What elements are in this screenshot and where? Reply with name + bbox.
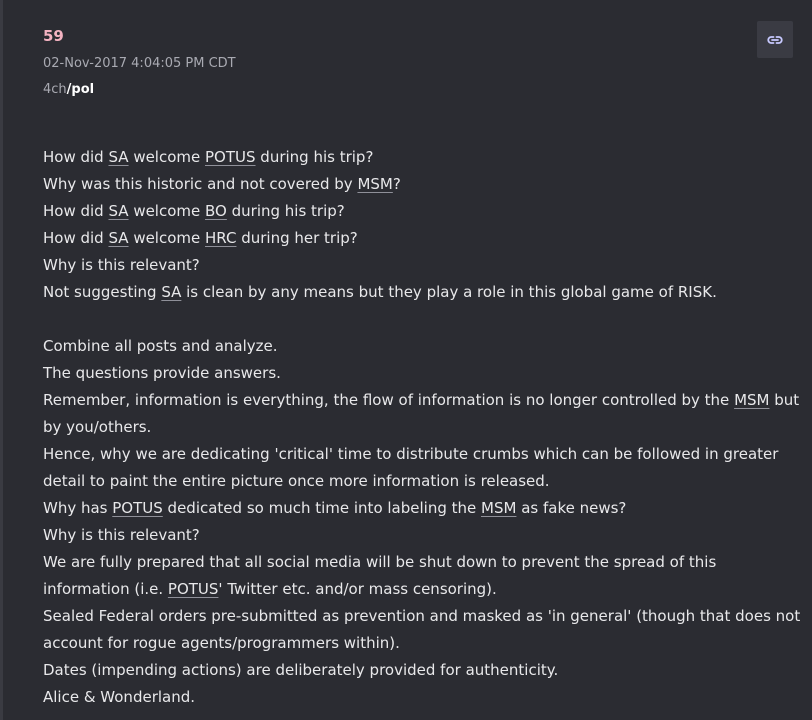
body-text: Why is this relevant? xyxy=(43,526,200,544)
body-text: welcome xyxy=(128,202,206,220)
post-body-line xyxy=(43,495,803,522)
body-text: ' Twitter etc. and/or mass censoring). xyxy=(218,580,497,598)
post-body-line xyxy=(43,279,803,306)
body-text: is clean by any means but they play a role in this global game of RISK. xyxy=(181,283,717,301)
post-body-line xyxy=(43,441,803,495)
body-text: Hence, why we are dedicating 'critical' time to distribute crumbs which can be followed in greater detail to paint the entire picture once more information is released. xyxy=(43,445,784,490)
body-text: welcome xyxy=(128,148,206,166)
abbreviation[interactable]: MSM xyxy=(734,391,770,409)
body-text: The questions provide answers. xyxy=(43,364,281,382)
post-body-line xyxy=(43,549,803,603)
body-text: Combine all posts and analyze. xyxy=(43,337,278,355)
body-text: ? xyxy=(392,175,401,193)
post-body-line xyxy=(43,387,803,441)
body-text: but by you/others. xyxy=(43,391,804,436)
body-text: We are fully prepared that all social media will be shut down to prevent the spread of this information (i.e. xyxy=(43,553,722,598)
post-timestamp: 02-Nov-2017 4:04:05 PM CDT xyxy=(43,56,236,71)
body-text: during his trip? xyxy=(226,202,345,220)
abbreviation[interactable]: POTUS xyxy=(205,148,256,166)
post-body-line xyxy=(43,171,803,198)
body-text: How did xyxy=(43,229,109,247)
body-text: during his trip? xyxy=(255,148,374,166)
abbreviation[interactable]: SA xyxy=(108,202,129,220)
body-text: welcome xyxy=(128,229,206,247)
post-source xyxy=(43,81,94,99)
abbreviation[interactable]: HRC xyxy=(205,229,237,247)
abbreviation[interactable]: BO xyxy=(205,202,227,220)
post-body-line xyxy=(43,603,803,657)
body-text: How did xyxy=(43,202,109,220)
post-body xyxy=(43,144,803,711)
body-text: dedicated so much time into labeling the xyxy=(162,499,482,517)
body-text: Why is this relevant? xyxy=(43,256,200,274)
body-text: How did xyxy=(43,148,109,166)
abbreviation[interactable]: SA xyxy=(108,148,129,166)
abbreviation[interactable]: POTUS xyxy=(167,580,219,598)
link-icon xyxy=(766,31,784,49)
body-text: Remember, information is everything, the flow of information is no longer controlled by the xyxy=(43,391,735,409)
body-text: during her trip? xyxy=(236,229,358,247)
source-site: 4ch xyxy=(43,82,67,97)
body-text: Dates (impending actions) are deliberately provided for authenticity. xyxy=(43,661,559,679)
abbreviation[interactable]: MSM xyxy=(481,499,517,517)
abbreviation[interactable]: SA xyxy=(108,229,129,247)
post-body-line xyxy=(43,144,803,171)
post-body-line xyxy=(43,198,803,225)
body-text: Alice & Wonderland. xyxy=(43,688,196,706)
post-body-line xyxy=(43,522,803,549)
body-text: Sealed Federal orders pre-submitted as prevention and masked as 'in general' (though that does not account for rogue agents/programmers within). xyxy=(43,607,805,652)
permalink-button[interactable] xyxy=(757,21,793,58)
body-text: Not suggesting xyxy=(43,283,162,301)
post-number[interactable]: 59 xyxy=(43,27,64,45)
body-text: as fake news? xyxy=(516,499,627,517)
source-board[interactable]: /pol xyxy=(66,82,95,97)
post-body-line xyxy=(43,225,803,252)
post-body-line xyxy=(43,360,803,387)
post-body-line xyxy=(43,252,803,279)
post-body-line xyxy=(43,684,803,711)
abbreviation[interactable]: SA xyxy=(161,283,182,301)
abbreviation[interactable]: MSM xyxy=(357,175,393,193)
body-text: Why was this historic and not covered by xyxy=(43,175,358,193)
post-body-line xyxy=(43,657,803,684)
abbreviation[interactable]: POTUS xyxy=(112,499,163,517)
body-text: Why has xyxy=(43,499,113,517)
post-body-line xyxy=(43,306,803,333)
post-body-line xyxy=(43,333,803,360)
